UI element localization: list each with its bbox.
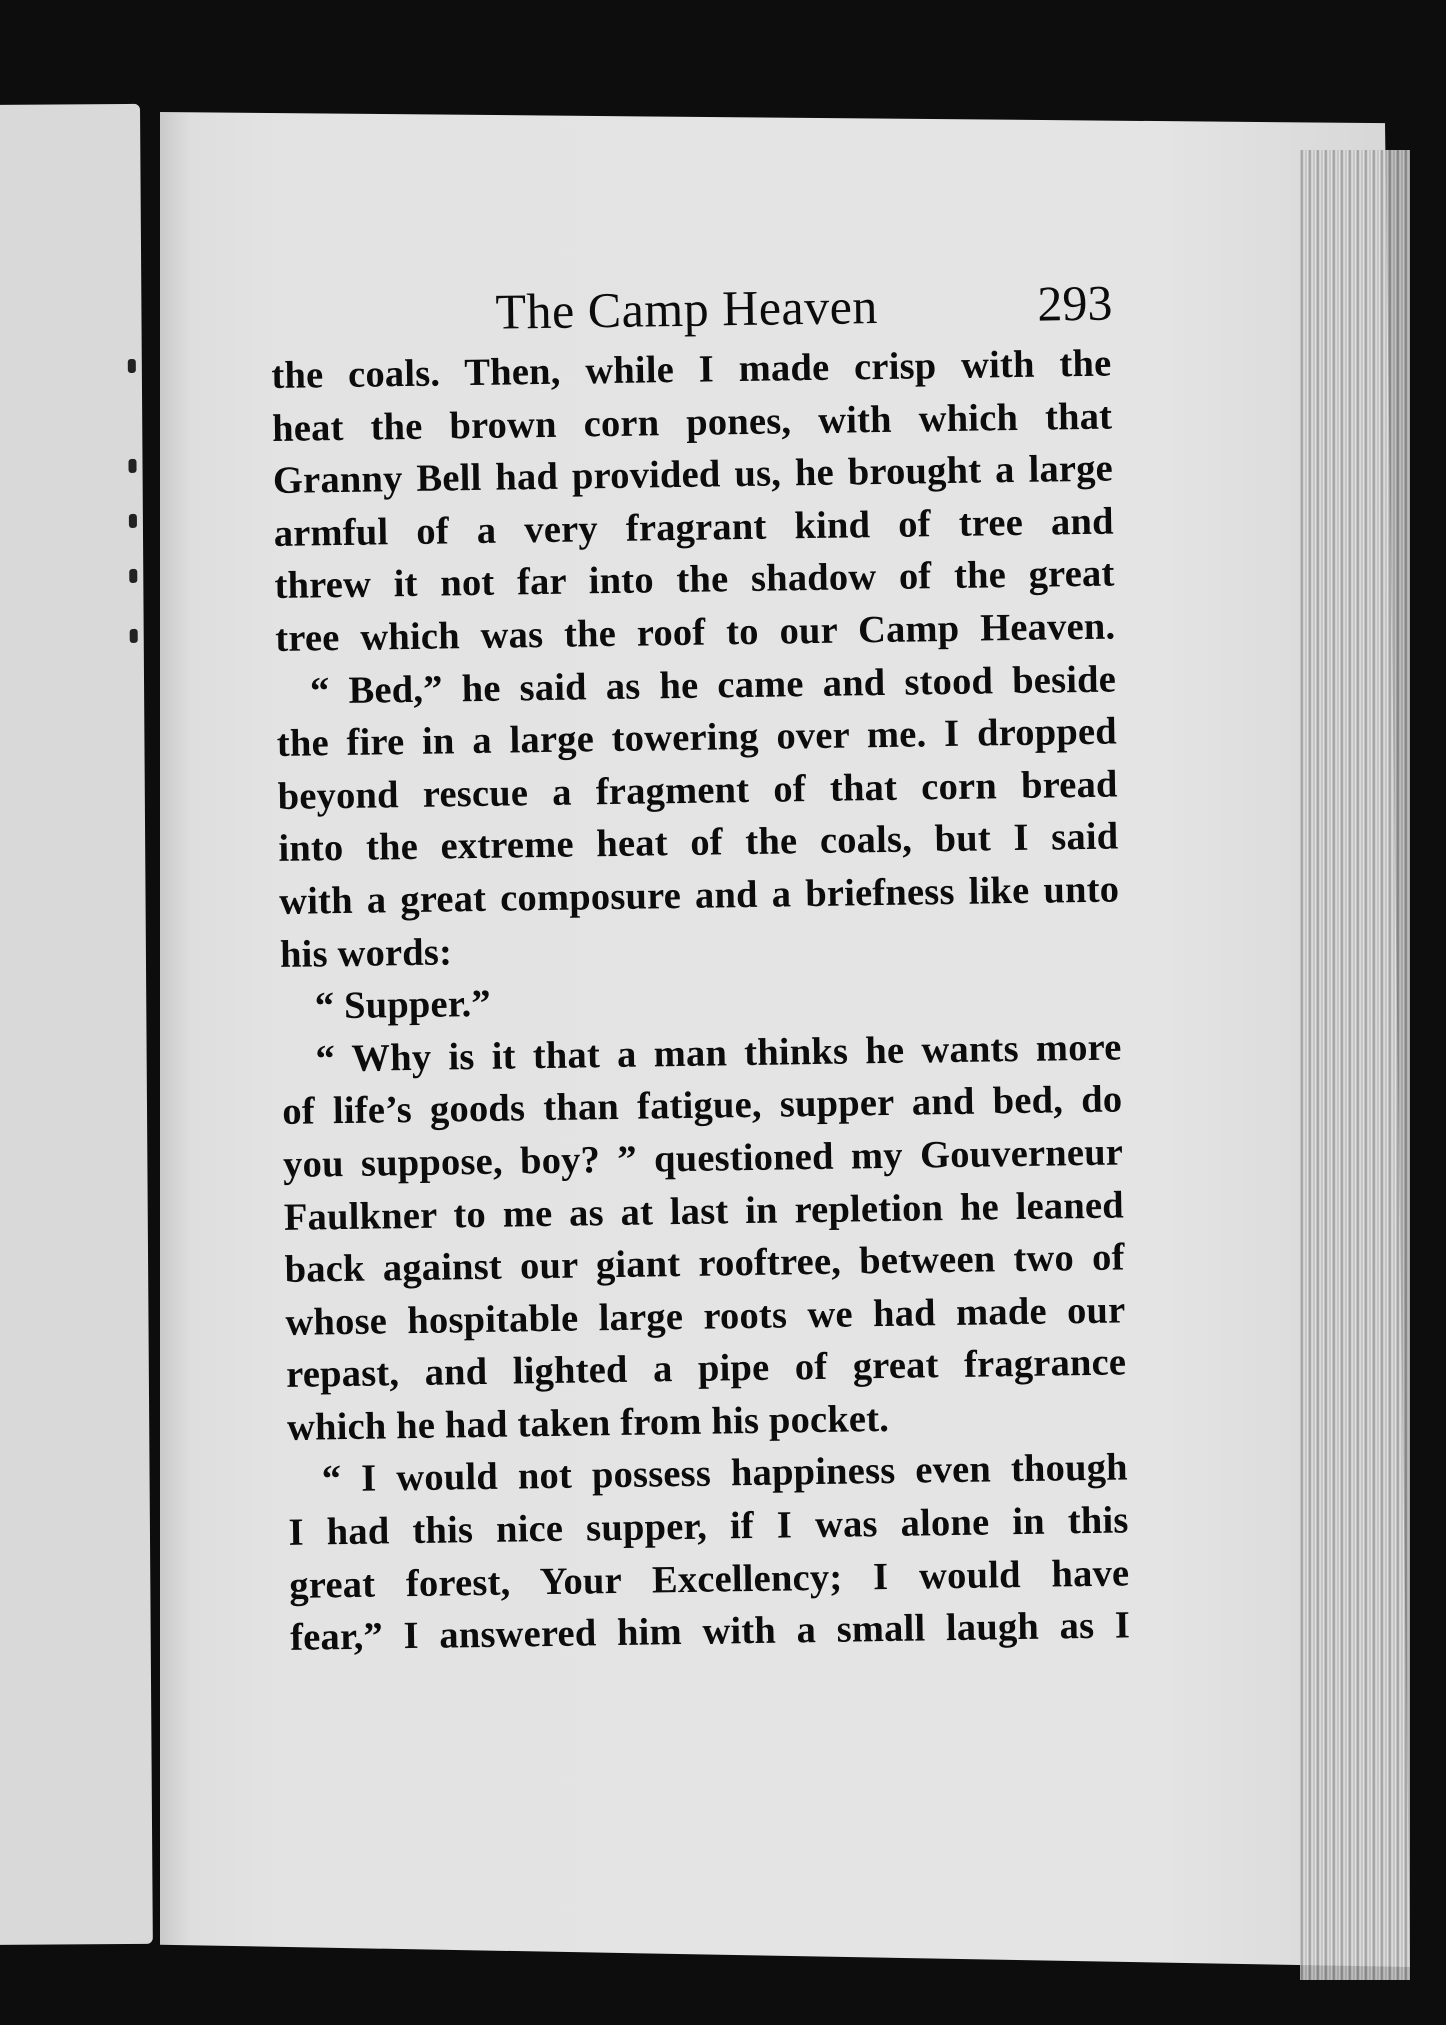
text-line: into the extreme heat of the coals, but I said (278, 815, 1119, 871)
text-line: “ Bed,” he said as he came and stood beside (309, 658, 1117, 713)
text-line: tree which was the roof to our Camp Heaven. (275, 605, 1116, 660)
text-line: beyond rescue a fragment of that corn bread (277, 763, 1118, 818)
text-line: you suppose, boy? ” questioned my Gouverneur (282, 1131, 1124, 1186)
page-text-block (270, 268, 1130, 1665)
text-line: armful of a very fragrant kind of tree and (273, 500, 1114, 555)
text-line: fear,” I answered him with a small laugh as I (289, 1604, 1131, 1660)
left-page-text-fragment (129, 514, 137, 528)
left-page-text-fragment (128, 459, 136, 473)
text-line: I had this nice supper, if I was alone in this (288, 1499, 1129, 1554)
left-page-text-fragment (129, 569, 137, 583)
text-line: Granny Bell had provided us, he brought a large (272, 447, 1114, 503)
text-line: the coals. Then, while I made crisp with the (271, 342, 1112, 397)
text-line: threw it not far into the shadow of the great (274, 552, 1115, 608)
text-line: with a great composure and a briefness like unto (278, 868, 1120, 923)
text-line: Faulkner to me as at last in repletion he leaned (283, 1183, 1125, 1239)
text-line: his words: (279, 930, 453, 976)
left-page-text-fragment (130, 629, 138, 643)
text-line: which he had taken from his pocket. (286, 1397, 890, 1449)
text-line: “ Supper.” (314, 982, 492, 1028)
text-line: repast, and lighted a pipe of great fragrance (285, 1341, 1127, 1397)
text-line: of life’s goods than fatigue, supper and bed, do (282, 1078, 1123, 1134)
page-header (270, 268, 1111, 350)
text-line: whose hospitable large roots we had made our (285, 1289, 1126, 1344)
running-title: The Camp Heaven (495, 277, 879, 340)
text-line: great forest, Your Excellency; I would have (289, 1552, 1130, 1607)
left-facing-page (0, 104, 153, 1945)
body-text (271, 338, 1130, 1665)
page-stack-edges (1300, 150, 1410, 1980)
text-line: heat the brown corn pones, with which that (271, 395, 1113, 450)
left-page-text-fragment (128, 359, 136, 373)
text-line: the fire in a large towering over me. I dropped (276, 710, 1118, 766)
text-line: “ Why is it that a man thinks he wants more (315, 1026, 1122, 1081)
page-number: 293 (1037, 274, 1113, 332)
text-line: “ I would not possess happiness even though (321, 1446, 1129, 1501)
text-line: back against our giant rooftree, between two of (284, 1236, 1125, 1291)
